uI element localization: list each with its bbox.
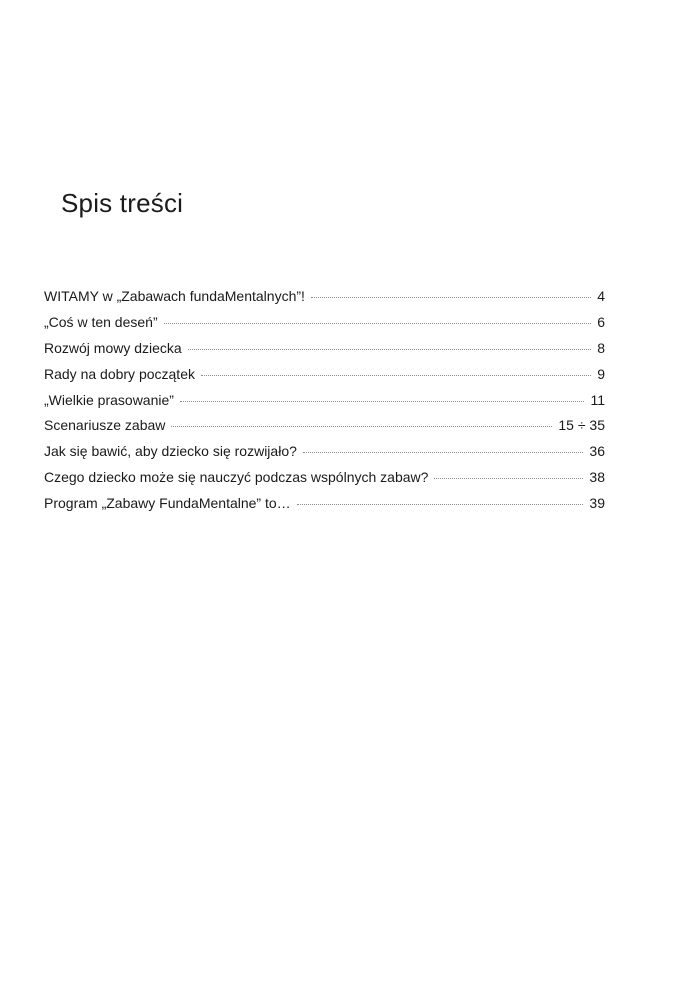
toc-entry (44, 284, 605, 310)
toc-entry-page: 4 (597, 288, 605, 304)
toc-entry-title: WITAMY w „Zabawach fundaMentalnych”! (44, 288, 305, 304)
toc-entry-page: 11 (590, 391, 605, 408)
dot-leader (164, 323, 592, 324)
dot-leader (171, 426, 552, 427)
toc-entry-page: 6 (597, 313, 605, 330)
dot-leader (201, 375, 591, 376)
dot-leader (434, 478, 583, 479)
table-of-contents (44, 284, 605, 517)
toc-entry (44, 491, 605, 517)
toc-entry-page: 38 (589, 469, 605, 486)
dot-leader (297, 504, 584, 505)
page-title: Spis treści (61, 188, 184, 218)
toc-entry (44, 310, 605, 336)
toc-entry-title: „Coś w ten deseń” (44, 313, 158, 330)
toc-entry-page: 8 (597, 339, 605, 356)
dot-leader (303, 452, 584, 453)
toc-entry-page: 15 ÷ 35 (558, 417, 605, 434)
toc-entry (44, 388, 605, 414)
dot-leader (180, 401, 585, 402)
dot-leader (311, 297, 591, 298)
toc-entry-page: 39 (589, 495, 605, 512)
toc-entry-title: Scenariusze zabaw (44, 417, 166, 434)
toc-entry-title: Jak się bawić, aby dziecko się rozwijało? (44, 443, 297, 460)
dot-leader (188, 349, 591, 350)
toc-entry-page: 9 (597, 365, 605, 382)
toc-entry-title: „Wielkie prasowanie” (44, 391, 174, 408)
toc-entry (44, 336, 605, 362)
toc-entry (44, 465, 605, 491)
toc-entry-title: Program „Zabawy FundaMentalne” to… (44, 495, 291, 512)
toc-entry-title: Czego dziecko może się nauczyć podczas wspólnych zabaw? (44, 469, 429, 486)
toc-entry (44, 362, 605, 388)
toc-entry (44, 439, 605, 465)
toc-entry-title: Rady na dobry początek (44, 365, 195, 382)
toc-entry-page: 36 (589, 443, 605, 460)
toc-entry-title: Rozwój mowy dziecka (44, 339, 182, 356)
toc-entry (44, 413, 605, 439)
